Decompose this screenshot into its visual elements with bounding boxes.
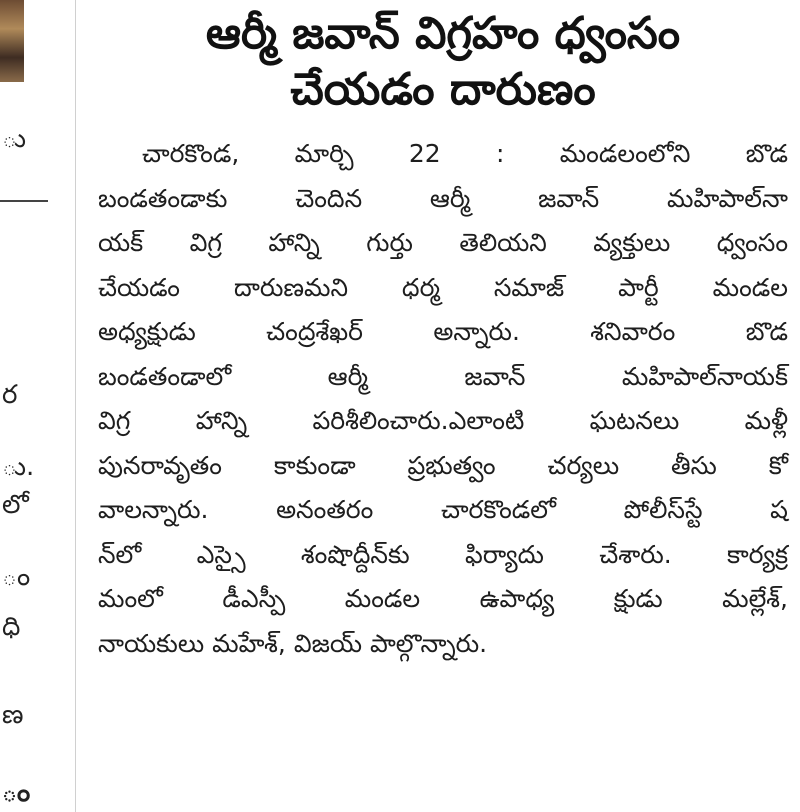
body-line: న్‌లో ఎస్సై శంషొద్దీన్‌కు ఫిర్యాదు చేశారు. కార్యక్ర (98, 539, 788, 569)
body-line: పునరావృతం కాకుండా ప్రభుత్వం చర్యలు తీసు కో (98, 450, 788, 480)
body-line: నాయకులు మహేశ్, విజయ్ పాల్గొన్నారు. (98, 628, 488, 658)
adjacent-column-fragment (0, 0, 60, 812)
article-headline (98, 0, 788, 118)
adjacent-text-fragment: ం (2, 562, 31, 592)
body-line: బండతండాకు చెందిన ఆర్మీ జవాన్ మహిపాల్‌నా (98, 183, 788, 213)
headline-line: చేయడం దారుణం (290, 64, 596, 115)
news-article (98, 0, 788, 812)
headline-line: ఆర్మీ జవాన్ విగ్రహం ధ్వంసం (205, 8, 681, 59)
adjacent-text-fragment: ం (2, 778, 31, 808)
adjacent-text-fragment: ణ (2, 700, 24, 730)
body-line: చారకొండ, మార్చి 22 : మండలంలోని బొడ (142, 139, 788, 168)
body-line: బండతండాలో ఆర్మీ జవాన్ మహిపాల్‌నాయక్ (98, 361, 788, 391)
adjacent-column-rule (0, 200, 48, 202)
adjacent-text-fragment: ు. (2, 452, 35, 482)
adjacent-text-fragment: ర (2, 380, 18, 410)
body-line: అధ్యక్షుడు చంద్రశేఖర్ అన్నారు. శనివారం బొడ (98, 317, 788, 346)
article-body (98, 132, 788, 666)
column-divider (75, 0, 76, 812)
adjacent-text-fragment: లో (2, 490, 29, 520)
body-line: మంలో డీఎస్పీ మండల ఉపాధ్య క్షుడు మల్లేశ్, (98, 584, 788, 613)
adjacent-photo-fragment (0, 0, 24, 82)
adjacent-text-fragment: ధి (2, 612, 21, 642)
body-line: యక్ విగ్ర హాన్ని గుర్తు తెలియని వ్యక్తులు ధ్వంసం (98, 228, 788, 257)
body-line: చేయడం దారుణమని ధర్మ సమాజ్ పార్టీ మండల (98, 272, 788, 302)
body-line: విగ్ర హాన్ని పరిశీలించారు.ఎలాంటి ఘటనలు మళ్లీ (98, 406, 788, 435)
body-line: వాలన్నారు. అనంతరం చారకొండలో పోలీస్‌స్టే ష (98, 495, 788, 524)
adjacent-text-fragment: ు (2, 124, 27, 154)
